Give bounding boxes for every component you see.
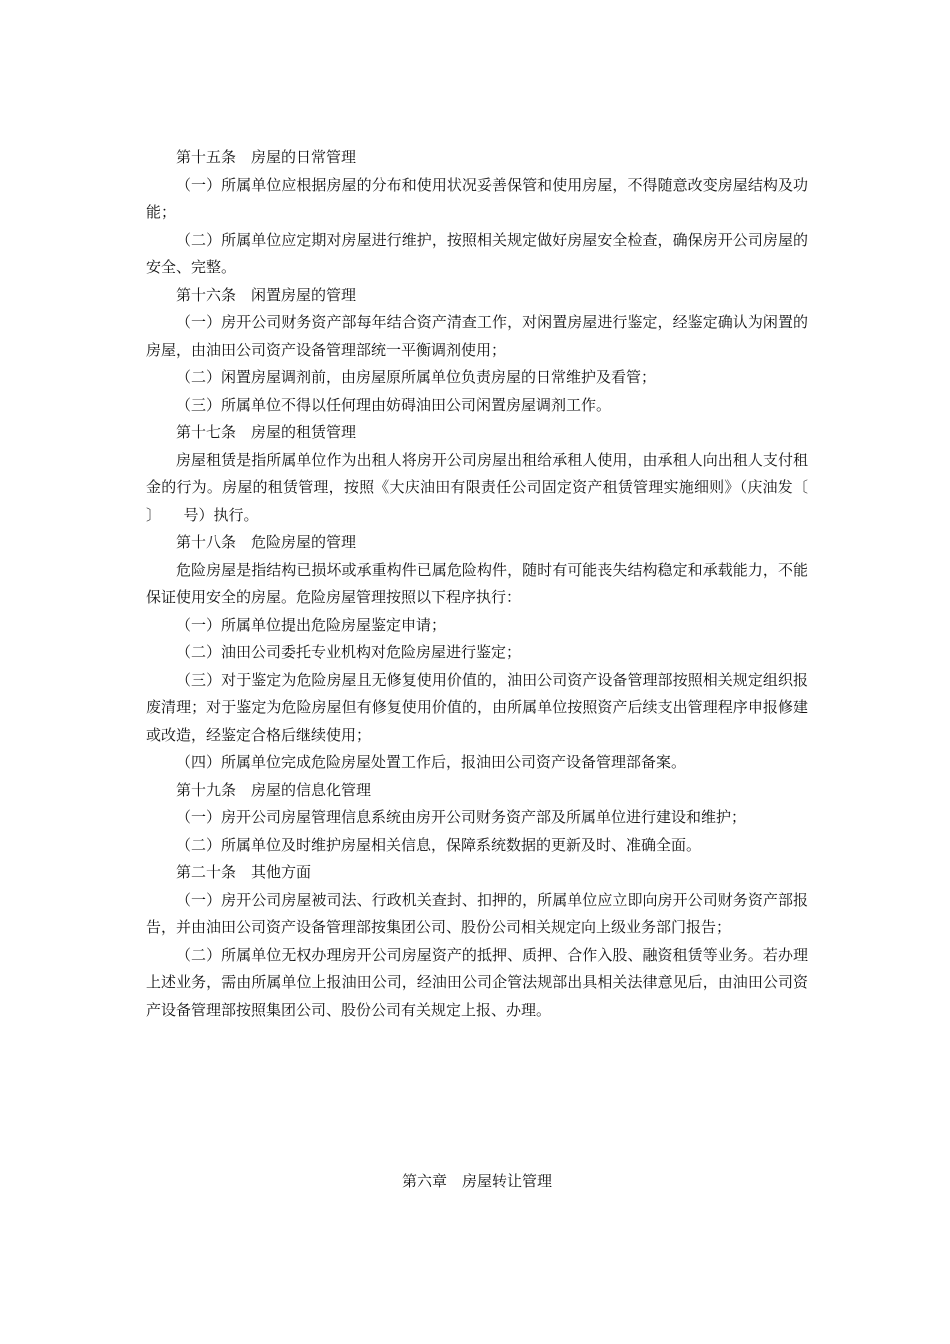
article-19-item-2: （二）所属单位及时维护房屋相关信息，保障系统数据的更新及时、准确全面。: [176, 835, 702, 854]
article-18-item-1: （一）所属单位提出危险房屋鉴定申请；: [176, 615, 447, 634]
article-16-item-3: （三）所属单位不得以任何理由妨碍油田公司闲置房屋调剂工作。: [176, 395, 612, 414]
article-20-item-1: （一）房开公司房屋被司法、行政机关查封、扣押的，所属单位应立即向房开公司财务资产部报告，并由油田公司资产设备管理部按集团公司、股份公司相关规定向上级业务部门报告；: [146, 890, 808, 936]
article-16-item-2: （二）闲置房屋调剂前，由房屋原所属单位负责房屋的日常维护及看管；: [176, 368, 657, 386]
article-15-heading: 第十五条 房屋的日常管理: [176, 148, 357, 166]
article-18-body: 危险房屋是指结构已损坏或承重构件已属危险构件，随时有可能丧失结构稳定和承载能力，不能保证使用安全的房屋。危险房屋管理按照以下程序执行：: [146, 560, 808, 606]
article-17-body: 房屋租赁是指所属单位作为出租人将房开公司房屋出租给承租人使用，由承租人向出租人支付租金的行为。房屋的租赁管理，按照《大庆油田有限责任公司固定资产租赁管理实施细则》（庆油发〔 〕 号）执行。: [146, 450, 839, 524]
article-15-item-1: （一）所属单位应根据房屋的分布和使用状况妥善保管和使用房屋，不得随意改变房屋结构及功能；: [146, 175, 808, 221]
chapter-6-heading: 第六章 房屋转让管理: [401, 1172, 552, 1190]
document-body: [146, 144, 839, 1024]
article-17-heading: 第十七条 房屋的租赁管理: [176, 423, 357, 441]
article-19-item-1: （一）房开公司房屋管理信息系统由房开公司财务资产部及所属单位进行建设和维护；: [176, 808, 747, 826]
article-15-item-2: （二）所属单位应定期对房屋进行维护，按照相关规定做好房屋安全检查，确保房开公司房屋的安全、完整。: [146, 230, 808, 276]
article-16-heading: 第十六条 闲置房屋的管理: [176, 285, 357, 304]
article-18-heading: 第十八条 危险房屋的管理: [176, 533, 357, 551]
article-18-item-2: （二）油田公司委托专业机构对危险房屋进行鉴定；: [176, 643, 522, 661]
article-18-item-4: （四）所属单位完成危险房屋处置工作后，报油田公司资产设备管理部备案。: [176, 753, 687, 771]
article-20-heading: 第二十条 其他方面: [176, 863, 312, 881]
article-19-heading: 第十九条 房屋的信息化管理: [176, 780, 372, 799]
article-16-item-1: （一）房开公司财务资产部每年结合资产清查工作，对闲置房屋进行鉴定，经鉴定确认为闲置的房屋，由油田公司资产设备管理部统一平衡调剂使用；: [146, 313, 808, 359]
article-20-item-2: （二）所属单位无权办理房开公司房屋资产的抵押、质押、合作入股、融资租赁等业务。若办理上述业务，需由所属单位上报油田公司，经油田公司企管法规部出具相关法律意见后，由油田公司资产设备管理部按照集团公司、股份公司有关规定上报、办理。: [146, 945, 808, 1019]
article-18-item-3: （三）对于鉴定为危险房屋且无修复使用价值的，油田公司资产设备管理部按照相关规定组织报废清理；对于鉴定为危险房屋但有修复使用价值的，由所属单位按照资产后续支出管理程序申报修建或改造，经鉴定合格后继续使用；: [146, 670, 808, 744]
